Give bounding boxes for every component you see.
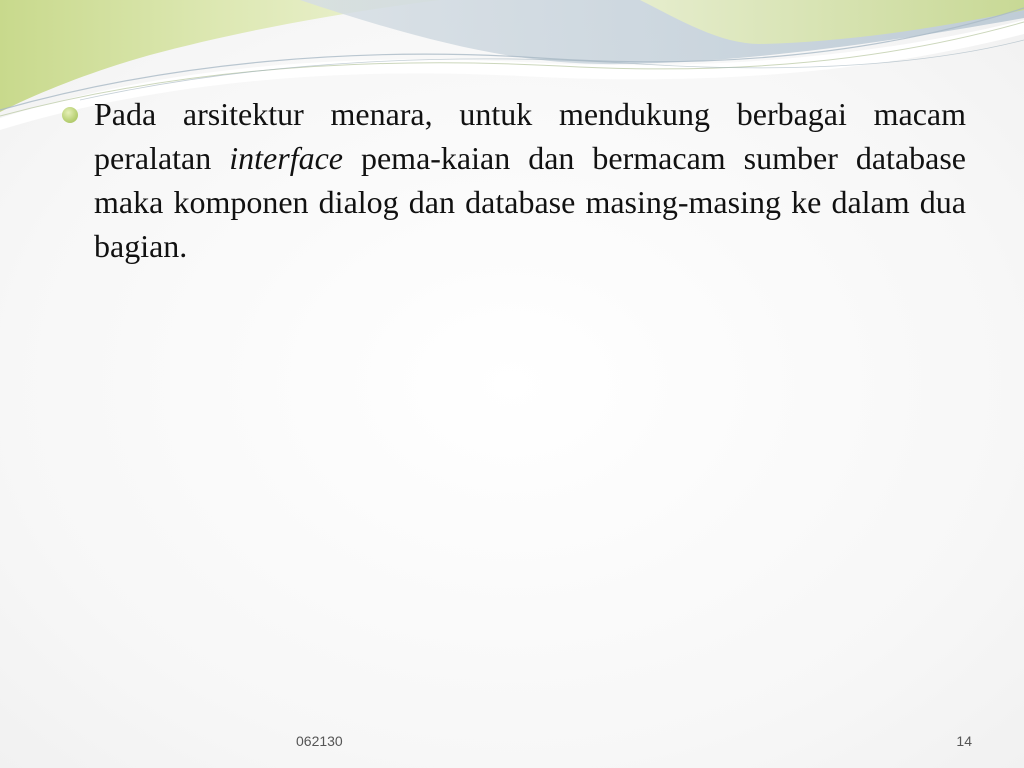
bullet-text [94,96,966,264]
bullet-text-part1: Pada arsitektur menara, untuk mendukung berbagai macam peralatan [94,96,966,176]
bullet-text-italic: interface [229,140,343,176]
bullet-text-part2: pema-kaian dan bermacam sumber database maka komponen dialog dan database masing-masing ke dalam dua bagian. [94,140,967,264]
bullet-dot-icon [62,107,78,123]
footer-page-number: 14 [956,733,972,749]
content-area [62,92,966,268]
footer-code: 062130 [296,733,343,749]
bullet-item [62,92,966,268]
